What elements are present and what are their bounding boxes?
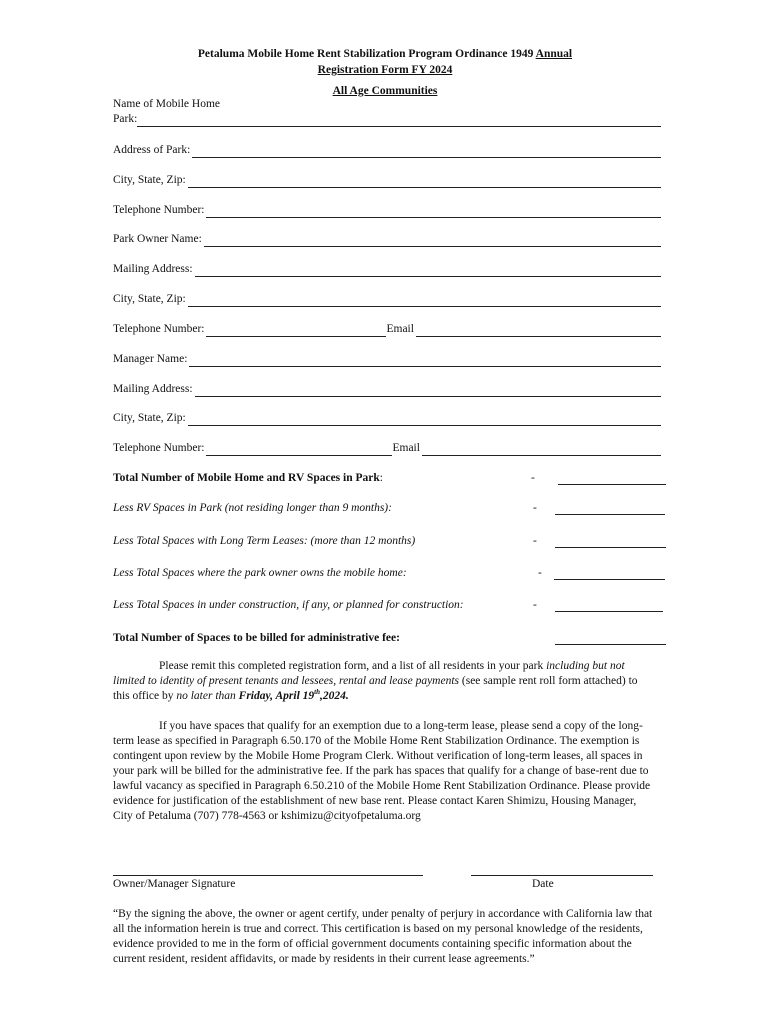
less-long-term-input-line[interactable]: [555, 547, 666, 548]
total-spaces-row: [113, 470, 669, 486]
park-name-label-line2: Park:: [113, 113, 138, 125]
park-name-input-line[interactable]: [137, 114, 661, 127]
manager-city-state-zip-input-line[interactable]: [188, 413, 661, 426]
manager-telephone-label: Telephone Number:: [113, 442, 205, 454]
park-name-label-line1: Name of Mobile Home: [113, 98, 220, 110]
total-spaces-dash: -: [531, 472, 535, 484]
less-rv-spaces-input-line[interactable]: [555, 514, 665, 515]
owner-telephone-input-line[interactable]: [206, 324, 386, 337]
park-telephone-input-line[interactable]: [206, 205, 661, 218]
billed-spaces-row: [113, 630, 669, 646]
park-city-state-zip-label: City, State, Zip:: [113, 174, 186, 186]
owner-mailing-address-input-line[interactable]: [195, 264, 661, 277]
exemption-text: If you have spaces that qualify for an exemption due to a long-term lease, please send a copy of the long-term lease as specified in Paragraph 6.50.170 of the Mobile Home Rent Stabilization Ordinance. The exemption is contingent upon review by the Mobile Home Program Clerk. Without verification of long-term leases, all spaces in your park will be billed for the administrative fee. If the park has spaces that qualify for a change of base-rent due to lawful vacancy as specified in Paragraph 6.50.210 of the Mobile Home Rent Stabilization Ordinance. Please provide evidence for justification of the establishment of new base rent. Please contact Karen Shimizu, Housing Manager, City of Petaluma (707) 778-4563 or kshimizu@cityofpetaluma.org: [113, 720, 651, 822]
less-construction-label: Less Total Spaces in under construction, if any, or planned for construction:: [113, 599, 464, 611]
less-construction-row: [113, 597, 669, 613]
less-owner-owned-label: Less Total Spaces where the park owner owns the mobile home:: [113, 567, 407, 579]
manager-city-state-zip-label: City, State, Zip:: [113, 412, 186, 424]
owner-telephone-label: Telephone Number:: [113, 323, 205, 335]
park-name-field: [113, 97, 661, 127]
owner-mailing-address-field: [113, 261, 661, 277]
billed-spaces-label: Total Number of Spaces to be billed for administrative fee:: [113, 632, 400, 644]
remit-instructions-paragraph: Please remit this completed registration form, and a list of all residents in your park including but not limited to identity of present tenants and lessees, rental and lease payments (see sample rent roll form attached) to this office by no later than Friday, April 19th,2024.: [113, 660, 638, 702]
less-rv-spaces-row: [113, 500, 669, 516]
manager-telephone-input-line[interactable]: [206, 443, 392, 456]
park-city-state-zip-field: [113, 172, 661, 188]
less-owner-owned-dash: -: [538, 567, 542, 579]
owner-email-input-line[interactable]: [416, 324, 661, 337]
owner-name-input-line[interactable]: [204, 234, 661, 247]
manager-mailing-address-field: [113, 381, 661, 397]
owner-email-label: Email: [386, 323, 414, 335]
manager-name-label: Manager Name:: [113, 353, 188, 365]
manager-mailing-address-label: Mailing Address:: [113, 383, 193, 395]
form-title-line-2: Registration Form FY 2024: [317, 64, 453, 76]
owner-city-state-zip-field: [113, 291, 661, 307]
certification-paragraph: “By the signing the above, the owner or agent certify, under penalty of perjury in accordance with California law that all the information herein is true and correct. This certification is based on my personal knowledge of the residents, evidence provided to me in the form of official government documents containing specific information about the current resident, resident affidavits, or made by residents in their current lease agreements.”: [113, 908, 653, 965]
manager-city-state-zip-field: [113, 410, 661, 426]
owner-name-field: [113, 231, 661, 247]
exemption-paragraph: [113, 719, 653, 824]
less-long-term-label: Less Total Spaces with Long Term Leases: (more than 12 months): [113, 535, 416, 547]
park-telephone-label: Telephone Number:: [113, 204, 205, 216]
less-owner-owned-row: [113, 565, 669, 581]
form-title-line-1: [0, 46, 770, 62]
less-construction-dash: -: [533, 599, 537, 611]
less-construction-input-line[interactable]: [555, 611, 663, 612]
manager-telephone-email-field: [113, 440, 661, 456]
owner-city-state-zip-input-line[interactable]: [188, 294, 661, 307]
park-address-input-line[interactable]: [192, 145, 661, 158]
manager-email-input-line[interactable]: [422, 443, 661, 456]
less-long-term-dash: -: [533, 535, 537, 547]
park-telephone-field: [113, 202, 661, 218]
park-address-label: Address of Park:: [113, 144, 191, 156]
less-long-term-row: [113, 533, 669, 549]
less-rv-spaces-label: Less RV Spaces in Park (not residing longer than 9 months):: [113, 502, 392, 514]
manager-name-input-line[interactable]: [189, 354, 661, 367]
less-rv-spaces-dash: -: [533, 502, 537, 514]
manager-name-field: [113, 351, 661, 367]
title-text: Petaluma Mobile Home Rent Stabilization Program Ordinance 1949: [197, 48, 536, 60]
title-annual-text: Annual: [535, 48, 573, 60]
signature-date-label: Date: [532, 878, 554, 890]
owner-name-label: Park Owner Name:: [113, 233, 202, 245]
manager-mailing-address-input-line[interactable]: [195, 384, 661, 397]
owner-mailing-address-label: Mailing Address:: [113, 263, 193, 275]
less-owner-owned-input-line[interactable]: [554, 579, 665, 580]
park-city-state-zip-input-line[interactable]: [188, 175, 661, 188]
manager-email-label: Email: [392, 442, 420, 454]
owner-telephone-email-field: [113, 321, 661, 337]
total-spaces-input-line[interactable]: [558, 484, 666, 485]
signature-date-line[interactable]: [471, 875, 653, 876]
owner-city-state-zip-label: City, State, Zip:: [113, 293, 186, 305]
owner-signature-line[interactable]: [113, 875, 423, 876]
form-subtitle: All Age Communities: [332, 85, 438, 97]
billed-spaces-input-line[interactable]: [555, 644, 666, 645]
owner-signature-label: Owner/Manager Signature: [113, 878, 236, 890]
park-address-field: [113, 142, 661, 158]
total-spaces-label: Total Number of Mobile Home and RV Spaces in Park:: [113, 472, 383, 484]
